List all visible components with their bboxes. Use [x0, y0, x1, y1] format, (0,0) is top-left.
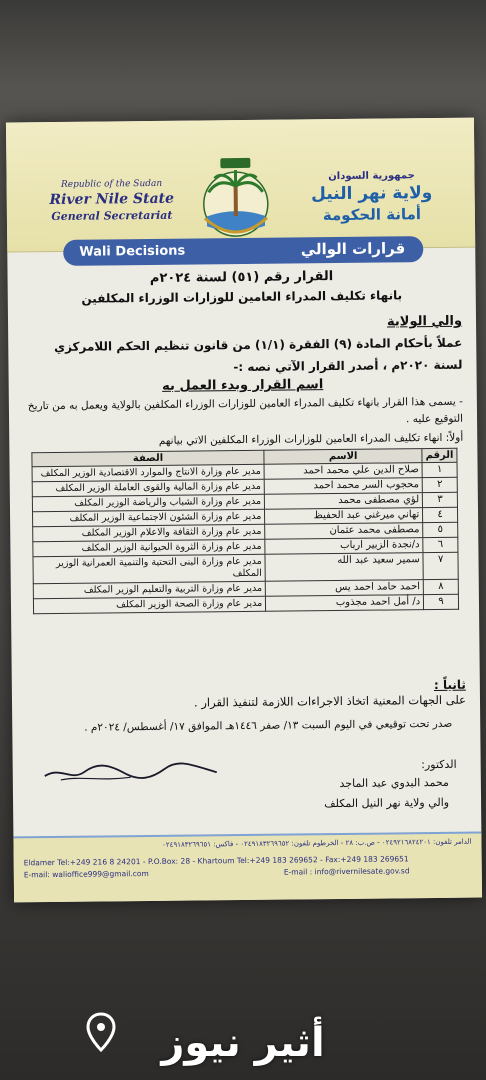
- header-num: الرقم: [422, 448, 457, 462]
- state-ar: ولاية نهر النيل: [310, 183, 433, 205]
- letterhead-english: [37, 179, 187, 224]
- secretariat-en: General Secretariat: [51, 208, 173, 224]
- handwritten-signature-icon: [41, 760, 221, 786]
- footer-arabic-contacts: الدامر تلفون: ٠٢٤٩٢١٦٨٢٤٢٠١ - ص.ب: ٢٨ - الخرطوم تلفون: ٠٢٤٩١٨٣٢٦٩٦٥٢ - فاكس: ٠٢٤٩١٨٣٢٦٩٦٥١: [162, 837, 472, 849]
- banner-en: Wali Decisions: [79, 243, 186, 260]
- row-num: ٨: [423, 579, 458, 594]
- decision-subtitle: بانهاء تكليف المدراء العامين للوزارات الوزراء المكلفين: [81, 288, 403, 306]
- second-clause: على الجهات المعنية اتخاذ الاجراءات اللازمة لتنفيذ القرار .: [193, 692, 467, 710]
- row-name: تهاني ميرغني عبد الحفيظ: [265, 508, 423, 525]
- signatory-name: محمد البدوي عبد الماجد: [339, 775, 449, 791]
- row-num: ٩: [424, 594, 459, 609]
- first-clause: أولاً: انهاء تكليف المدراء العامين للوزارات الوزراء المكلفين الاتي بيانهم: [158, 431, 464, 447]
- row-title: مدير عام وزارة الثقافة والاعلام الوزير المكلف: [33, 524, 265, 541]
- row-name: لؤي مصطفى محمد: [265, 493, 423, 510]
- officials-table: [31, 448, 459, 614]
- row-num: ١: [422, 462, 457, 477]
- decisions-banner: [63, 236, 423, 266]
- row-title: مدير عام وزارة البنى التحتية والتنمية العمرانية الوزير المكلف: [33, 554, 265, 583]
- table-row: [33, 594, 458, 613]
- row-num: ٤: [423, 507, 458, 522]
- row-num: ٧: [423, 552, 458, 579]
- row-title: مدير عام وزارة الثروة الحيوانية الوزير المكلف: [33, 539, 265, 556]
- row-name: د/ أمل احمد مجذوب: [266, 595, 424, 612]
- row-title: مدير عام وزارة التربية والتعليم الوزير المكلف: [33, 581, 265, 598]
- row-name: محجوب السر محمد احمد: [264, 478, 422, 495]
- banner-ar: قرارات الوالي: [300, 239, 406, 259]
- row-title: مدير عام وزارة الصحة الوزير المكلف: [33, 596, 265, 613]
- section-heading: اسم القرار وبدء العمل به: [162, 377, 324, 394]
- row-title: مدير عام وزارة المالية والقوى العاملة الوزير المكلف: [32, 479, 264, 496]
- wali-heading: والي الولاية: [386, 313, 463, 330]
- row-title: مدير عام وزارة الشئون الاجتماعية الوزير المكلف: [33, 509, 265, 526]
- letterhead-footer: [13, 832, 482, 903]
- header-name: الاسم: [264, 449, 422, 465]
- signing-date: صدر تحت توقيعي في اليوم السبت ١٣/ صفر ١٤٤٦هـ الموافق ١٧/ أغسطس/ ٢٠٢٤م .: [84, 717, 453, 734]
- header-title: الصفة: [32, 450, 264, 466]
- row-title: مدير عام وزارة الانتاج والموارد الاقتصادية الوزير المكلف: [32, 464, 264, 481]
- letterhead-arabic: [296, 170, 447, 225]
- row-name: صلاح الدين علي محمد احمد: [264, 463, 422, 480]
- footer-email-office: E-mail: walioffice999@gmail.com: [23, 869, 149, 880]
- decision-title: القرار رقم (٥١) لسنة ٢٠٢٤م: [149, 269, 334, 286]
- country-ar: جمهورية السودان: [328, 170, 415, 183]
- row-num: ٦: [423, 537, 458, 552]
- row-name: مصطفى محمد عثمان: [265, 523, 423, 540]
- footer-email-info: E-mail : info@rivernilesate.gov.sd: [283, 866, 410, 877]
- second-clause-label: ثانياً :: [433, 677, 466, 693]
- row-num: ٥: [423, 522, 458, 537]
- row-name: احمد حامد احمد يس: [265, 580, 423, 597]
- state-en: River Nile State: [49, 190, 175, 209]
- state-emblem-icon: [190, 156, 281, 243]
- row-name: د/نجدة الزبير ارباب: [265, 538, 423, 555]
- row-name: سمير سعيد عبد الله: [265, 553, 423, 582]
- row-num: ٢: [422, 477, 457, 492]
- signatory-title: والي ولاية نهر النيل المكلف: [324, 795, 450, 811]
- naming-paragraph: - يسمى هذا القرار بانهاء تكليف المدراء العامين للوزارات الوزراء المكلفين بالولاية ويعمل به من تاريخ التوقيع عليه .: [27, 395, 464, 426]
- preamble-paragraph: عملاً بأحكام المادة (٩) الفقرة (١/١) من قانون تنظيم الحكم اللامركزي لسنة ٢٠٢٠م ، أصدر القرار الآتي نصه :-: [53, 335, 463, 375]
- country-en: Republic of the Sudan: [60, 178, 163, 190]
- footer-english-contacts: Eldamer Tel:+249 216 8 24201 - P.O.Box: 28 - Khartoum Tel:+249 183 269652 - Fax:+249 183 269651: [23, 854, 409, 868]
- secretariat-ar: أمانة الحكومة: [322, 205, 422, 225]
- signatory-prefix: الدكتور:: [421, 757, 457, 772]
- decision-document: [6, 118, 482, 903]
- site-watermark: أثير نيوز: [161, 1020, 325, 1066]
- row-title: مدير عام وزارة الشباب والرياضة الوزير المكلف: [32, 494, 264, 511]
- row-num: ٣: [423, 492, 458, 507]
